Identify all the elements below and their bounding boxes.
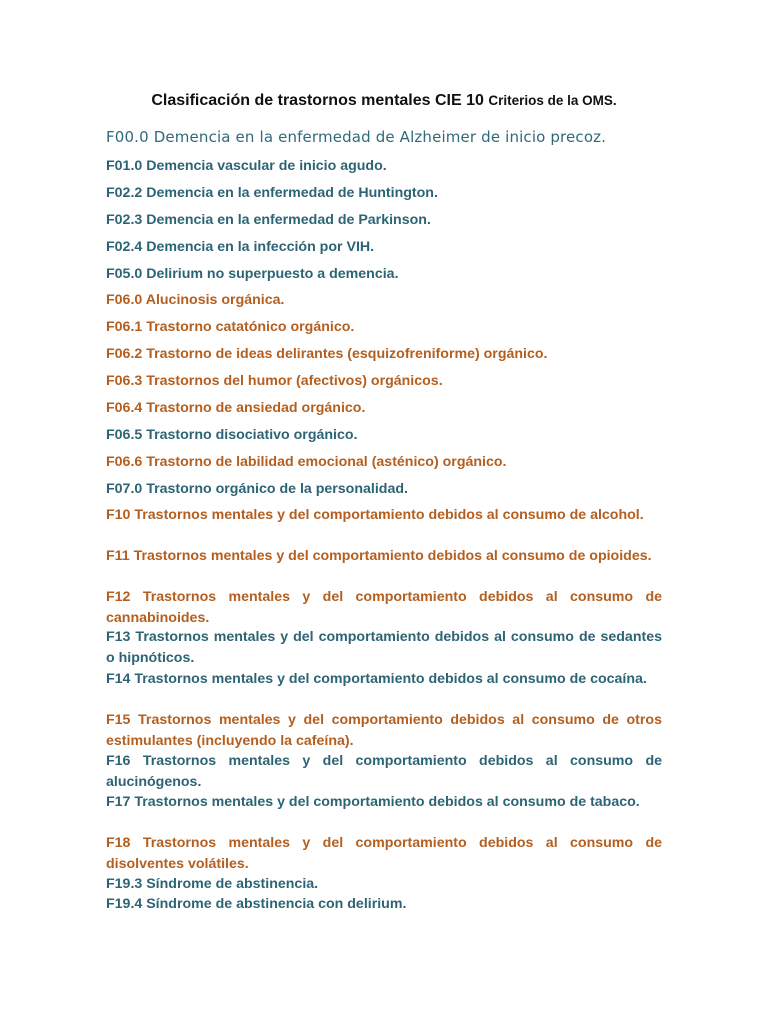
title-main: Clasificación de trastornos mentales CIE 10 xyxy=(151,92,484,109)
list-item: F01.0 Demencia vascular de inicio agudo. xyxy=(106,158,387,174)
list-item: F02.2 Demencia en la enfermedad de Huntington. xyxy=(106,185,438,201)
list-item: F06.2 Trastorno de ideas delirantes (esquizofreniforme) orgánico. xyxy=(106,346,548,362)
list-item: F13 Trastornos mentales y del comportamiento debidos al consumo de sedantes o hipnóticos. xyxy=(106,629,662,666)
list-item: F12 Trastornos mentales y del comportamiento debidos al consumo de cannabinoides. xyxy=(106,589,662,626)
list-item: F05.0 Delirium no superpuesto a demencia. xyxy=(106,266,399,282)
list-item: F15 Trastornos mentales y del comportamiento debidos al consumo de otros estimulantes (incluyendo la cafeína). xyxy=(106,712,662,749)
list-item: F18 Trastornos mentales y del comportamiento debidos al consumo de disolventes volátiles. xyxy=(106,835,662,872)
list-item: F19.4 Síndrome de abstinencia con delirium. xyxy=(106,896,407,912)
list-item: F11 Trastornos mentales y del comportamiento debidos al consumo de opioides. xyxy=(106,548,652,564)
list-item: F19.3 Síndrome de abstinencia. xyxy=(106,876,319,892)
list-item: F14 Trastornos mentales y del comportamiento debidos al consumo de cocaína. xyxy=(106,671,647,687)
list-item: F07.0 Trastorno orgánico de la personalidad. xyxy=(106,481,408,497)
page-title xyxy=(0,92,768,110)
list-item: F10 Trastornos mentales y del comportamiento debidos al consumo de alcohol. xyxy=(106,507,644,523)
list-item: F06.0 Alucinosis orgánica. xyxy=(106,292,285,308)
list-item: F17 Trastornos mentales y del comportamiento debidos al consumo de tabaco. xyxy=(106,794,640,810)
list-item: F06.1 Trastorno catatónico orgánico. xyxy=(106,319,355,335)
list-item: F06.3 Trastornos del humor (afectivos) orgánicos. xyxy=(106,373,443,389)
list-item: F02.3 Demencia en la enfermedad de Parkinson. xyxy=(106,212,431,228)
list-item: F06.5 Trastorno disociativo orgánico. xyxy=(106,427,358,443)
title-sub: Criterios de la OMS. xyxy=(488,93,617,108)
list-item: F06.4 Trastorno de ansiedad orgánico. xyxy=(106,400,366,416)
list-item: F06.6 Trastorno de labilidad emocional (asténico) orgánico. xyxy=(106,454,507,470)
section-heading: F00.0 Demencia en la enfermedad de Alzheimer de inicio precoz. xyxy=(106,128,607,146)
list-item: F16 Trastornos mentales y del comportamiento debidos al consumo de alucinógenos. xyxy=(106,753,662,790)
list-item: F02.4 Demencia en la infección por VIH. xyxy=(106,239,375,255)
